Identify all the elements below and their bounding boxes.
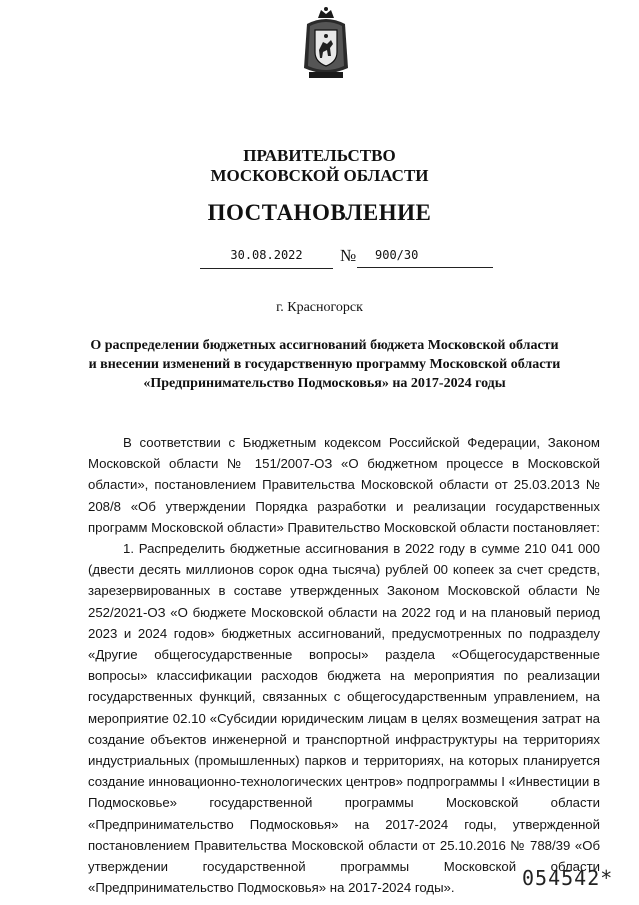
registration-date: 30.08.2022 [200,248,333,269]
subject-line1: О распределении бюджетных ассигнований бюджета Московской области [90,338,559,353]
city-of-issue: г. Красногорск [276,300,363,315]
document-body [88,432,600,898]
subject-line2: и внесении изменений в государственную программу Московской области [88,357,561,372]
document-subject [80,336,569,393]
registration-number: 900/30 [357,248,493,268]
government-name-line2: МОСКОВСКОЙ ОБЛАСТИ [210,166,429,185]
item-1-paragraph: 1. Распределить бюджетные ассигнования в 2022 году в сумме 210 041 000 (двести десять миллионов сорок одна тысяча) рублей 00 копеек за счет средств, зарезервированных в составе утвержденных Законом Московской области № 252/2021-ОЗ «О бюджете Московской области на 2022 год и на плановый период 2023 и 2024 годов» бюджетных ассигнований, предусмотренных по подразделу «Другие общегосударственные вопросы» раздела «Общегосударственные вопросы» классификации расходов бюджета на мероприятия по реализации государственных функций, связанных с общегосударственным управлением, на мероприятие 02.10 «Субсидии юридическим лицам в целях возмещения затрат на создание объектов инженерной и транспортной инфраструктуры на территориях индустриальных (промышленных) парков и территориях, на которых планируется создание инновационно-технологических центров» подпрограммы I «Инвестиции в Подмосковье» государственной программы Московской области «Предпринимательство Подмосковья» на 2017-2024 годы, утвержденной постановлением Правительства Московской области от 25.10.2016 № 788/39 «Об утверждении государственной программы Московской области «Предпринимательство Подмосковья» на 2017-2024 годы». [88,541,600,896]
document-type-title: ПОСТАНОВЛЕНИЕ [207,200,432,225]
preamble-paragraph: В соответствии с Бюджетным кодексом Российской Федерации, Законом Московской области № 151/2007-ОЗ «О бюджетном процессе в Московской области», постановлением Правительства Московской области от 25.03.2013 № 208/8 «Об утверждении Порядка разработки и реализации государственных программ Московской области» Правительство Московской области постановляет: [88,435,600,535]
document-serial-code: 054542* [522,866,614,890]
subject-line3: «Предпринимательство Подмосковья» на 2017-2024 годы [143,376,506,391]
moscow-oblast-coat-of-arms-icon [301,6,351,82]
number-sign: № [340,246,357,265]
government-name-line1: ПРАВИТЕЛЬСТВО [243,146,396,165]
